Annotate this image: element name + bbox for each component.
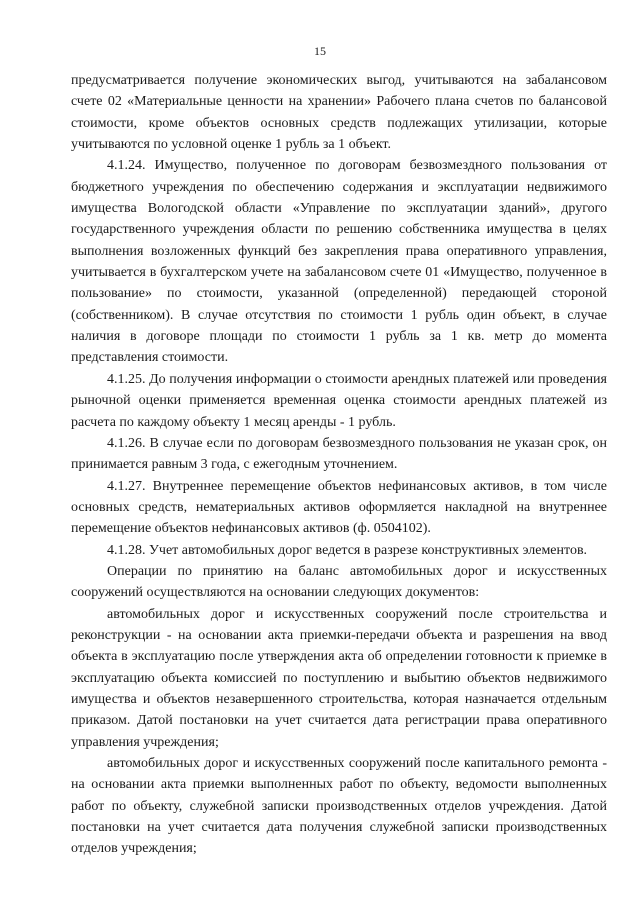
- paragraph-4-1-24: 4.1.24. Имущество, полученное по договорам безвозмездного пользования от бюджетного учреждения по обеспечению содержания и эксплуатации недвижимого имущества Вологодской области «Управление по эксплуатации зданий», другого государственного учреждения области по решению собственника имущества в целях выполнения возложенных функций без закрепления права оперативного управления, учитывается в бухгалтерском учете на забалансовом счете 01 «Имущество, полученное в пользование» по стоимости, указанной (определенной) передающей стороной (собственником). В случае отсутствия по стоимости 1 рубль один объект, в случае наличия в договоре площади по стоимости 1 рубль за 1 кв. метр до момента представления стоимости.: [71, 158, 607, 366]
- paragraph-4-1-26: 4.1.26. В случае если по договорам безвозмездного пользования не указан срок, он принимается равным 3 года, с ежегодным уточнением.: [71, 435, 607, 473]
- paragraph-continuation: предусматривается получение экономических выгод, учитываются на забалансовом счете 02 «Материальные ценности на хранении» Рабочего плана счетов по балансовой стоимости, кроме объектов основных средств подлежащих утилизации, которые учитываются по условной оценке 1 рубль за 1 объект.: [71, 73, 607, 153]
- paragraph-after-construction: автомобильных дорог и искусственных сооружений после строительства и реконструкции - на основании акта приемки-передачи объекта и разрешения на ввод объекта в эксплуатацию после утверждения акта об определении готовности к приемке в эксплуатацию объекта комиссией по поступлению и выбытию объектов недвижимого имущества и объектов незавершенного строительства, которая назначается отдельным приказом. Датой постановки на учет считается дата регистрации права оперативного управления учреждения;: [71, 606, 607, 750]
- paragraph-after-major-repair: автомобильных дорог и искусственных сооружений после капитального ремонта - на основании акта приемки выполненных работ по объекту, ведомости выполненных работ по объекту, служебной записки производственных отделов учреждения. Датой постановки на учет считается дата получения служебной записки производственных отделов учреждения;: [71, 756, 607, 857]
- document-body: [71, 70, 607, 860]
- paragraph-4-1-25: 4.1.25. До получения информации о стоимости арендных платежей или проведения рыночной оценки применяется временная оценка стоимости арендных платежей из расчета по каждому объекту 1 месяц аренды - 1 рубль.: [71, 371, 607, 430]
- paragraph-road-operations-intro: Операции по принятию на баланс автомобильных дорог и искусственных сооружений осуществляются на основании следующих документов:: [71, 563, 607, 601]
- paragraph-4-1-28: 4.1.28. Учет автомобильных дорог ведется в разрезе конструктивных элементов.: [107, 542, 588, 558]
- paragraph-4-1-27: 4.1.27. Внутреннее перемещение объектов нефинансовых активов, в том числе основных средств, нематериальных активов оформляется накладной на внутреннее перемещение объектов нефинансовых активов (ф. 0504102).: [71, 478, 607, 537]
- page-number: 15: [314, 44, 326, 58]
